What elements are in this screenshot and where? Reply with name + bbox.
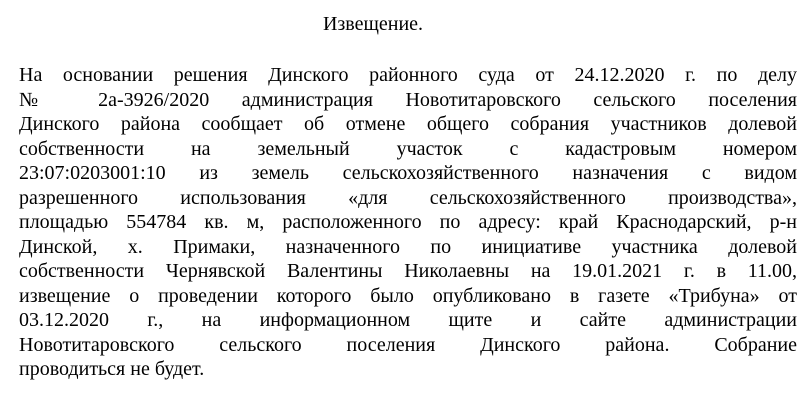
body-line-11: 03.12.2020 г., на информационном щите и сайте администрации: [19, 309, 797, 331]
document-body: [19, 63, 797, 382]
document-title: Извещение.: [322, 13, 424, 35]
body-line-3: Динского района сообщает об отмене общего собрания участников долевой: [19, 113, 797, 135]
body-line-9: собственности Чернявской Валентины Николаевны на 19.01.2021 г. в 11.00,: [19, 260, 797, 282]
body-line-12: Новотитаровского сельского поселения Динского района. Собрание: [19, 333, 797, 356]
body-line-7: площадью 554784 кв. м, расположенного по адресу: край Краснодарский, р-н: [19, 211, 797, 233]
body-line-5: 23:07:0203001:10 из земель сельскохозяйственного назначения с видом: [19, 162, 797, 184]
body-line-8: Динской, х. Примаки, назначенного по инициативе участника долевой: [19, 235, 797, 258]
body-line-1: На основании решения Динского районного суда от 24.12.2020 г. по делу: [19, 64, 797, 86]
body-line-6: разрешенного использования «для сельскохозяйственного производства»,: [19, 186, 797, 209]
body-line-2: № 2а-3926/2020 администрация Новотитаровского сельского поселения: [19, 88, 797, 111]
body-line-13: проводиться не будет.: [19, 358, 205, 380]
body-line-10: извещение о проведении которого было опубликовано в газете «Трибуна» от: [19, 284, 797, 307]
body-line-4: собственности на земельный участок с кадастровым номером: [19, 137, 797, 160]
